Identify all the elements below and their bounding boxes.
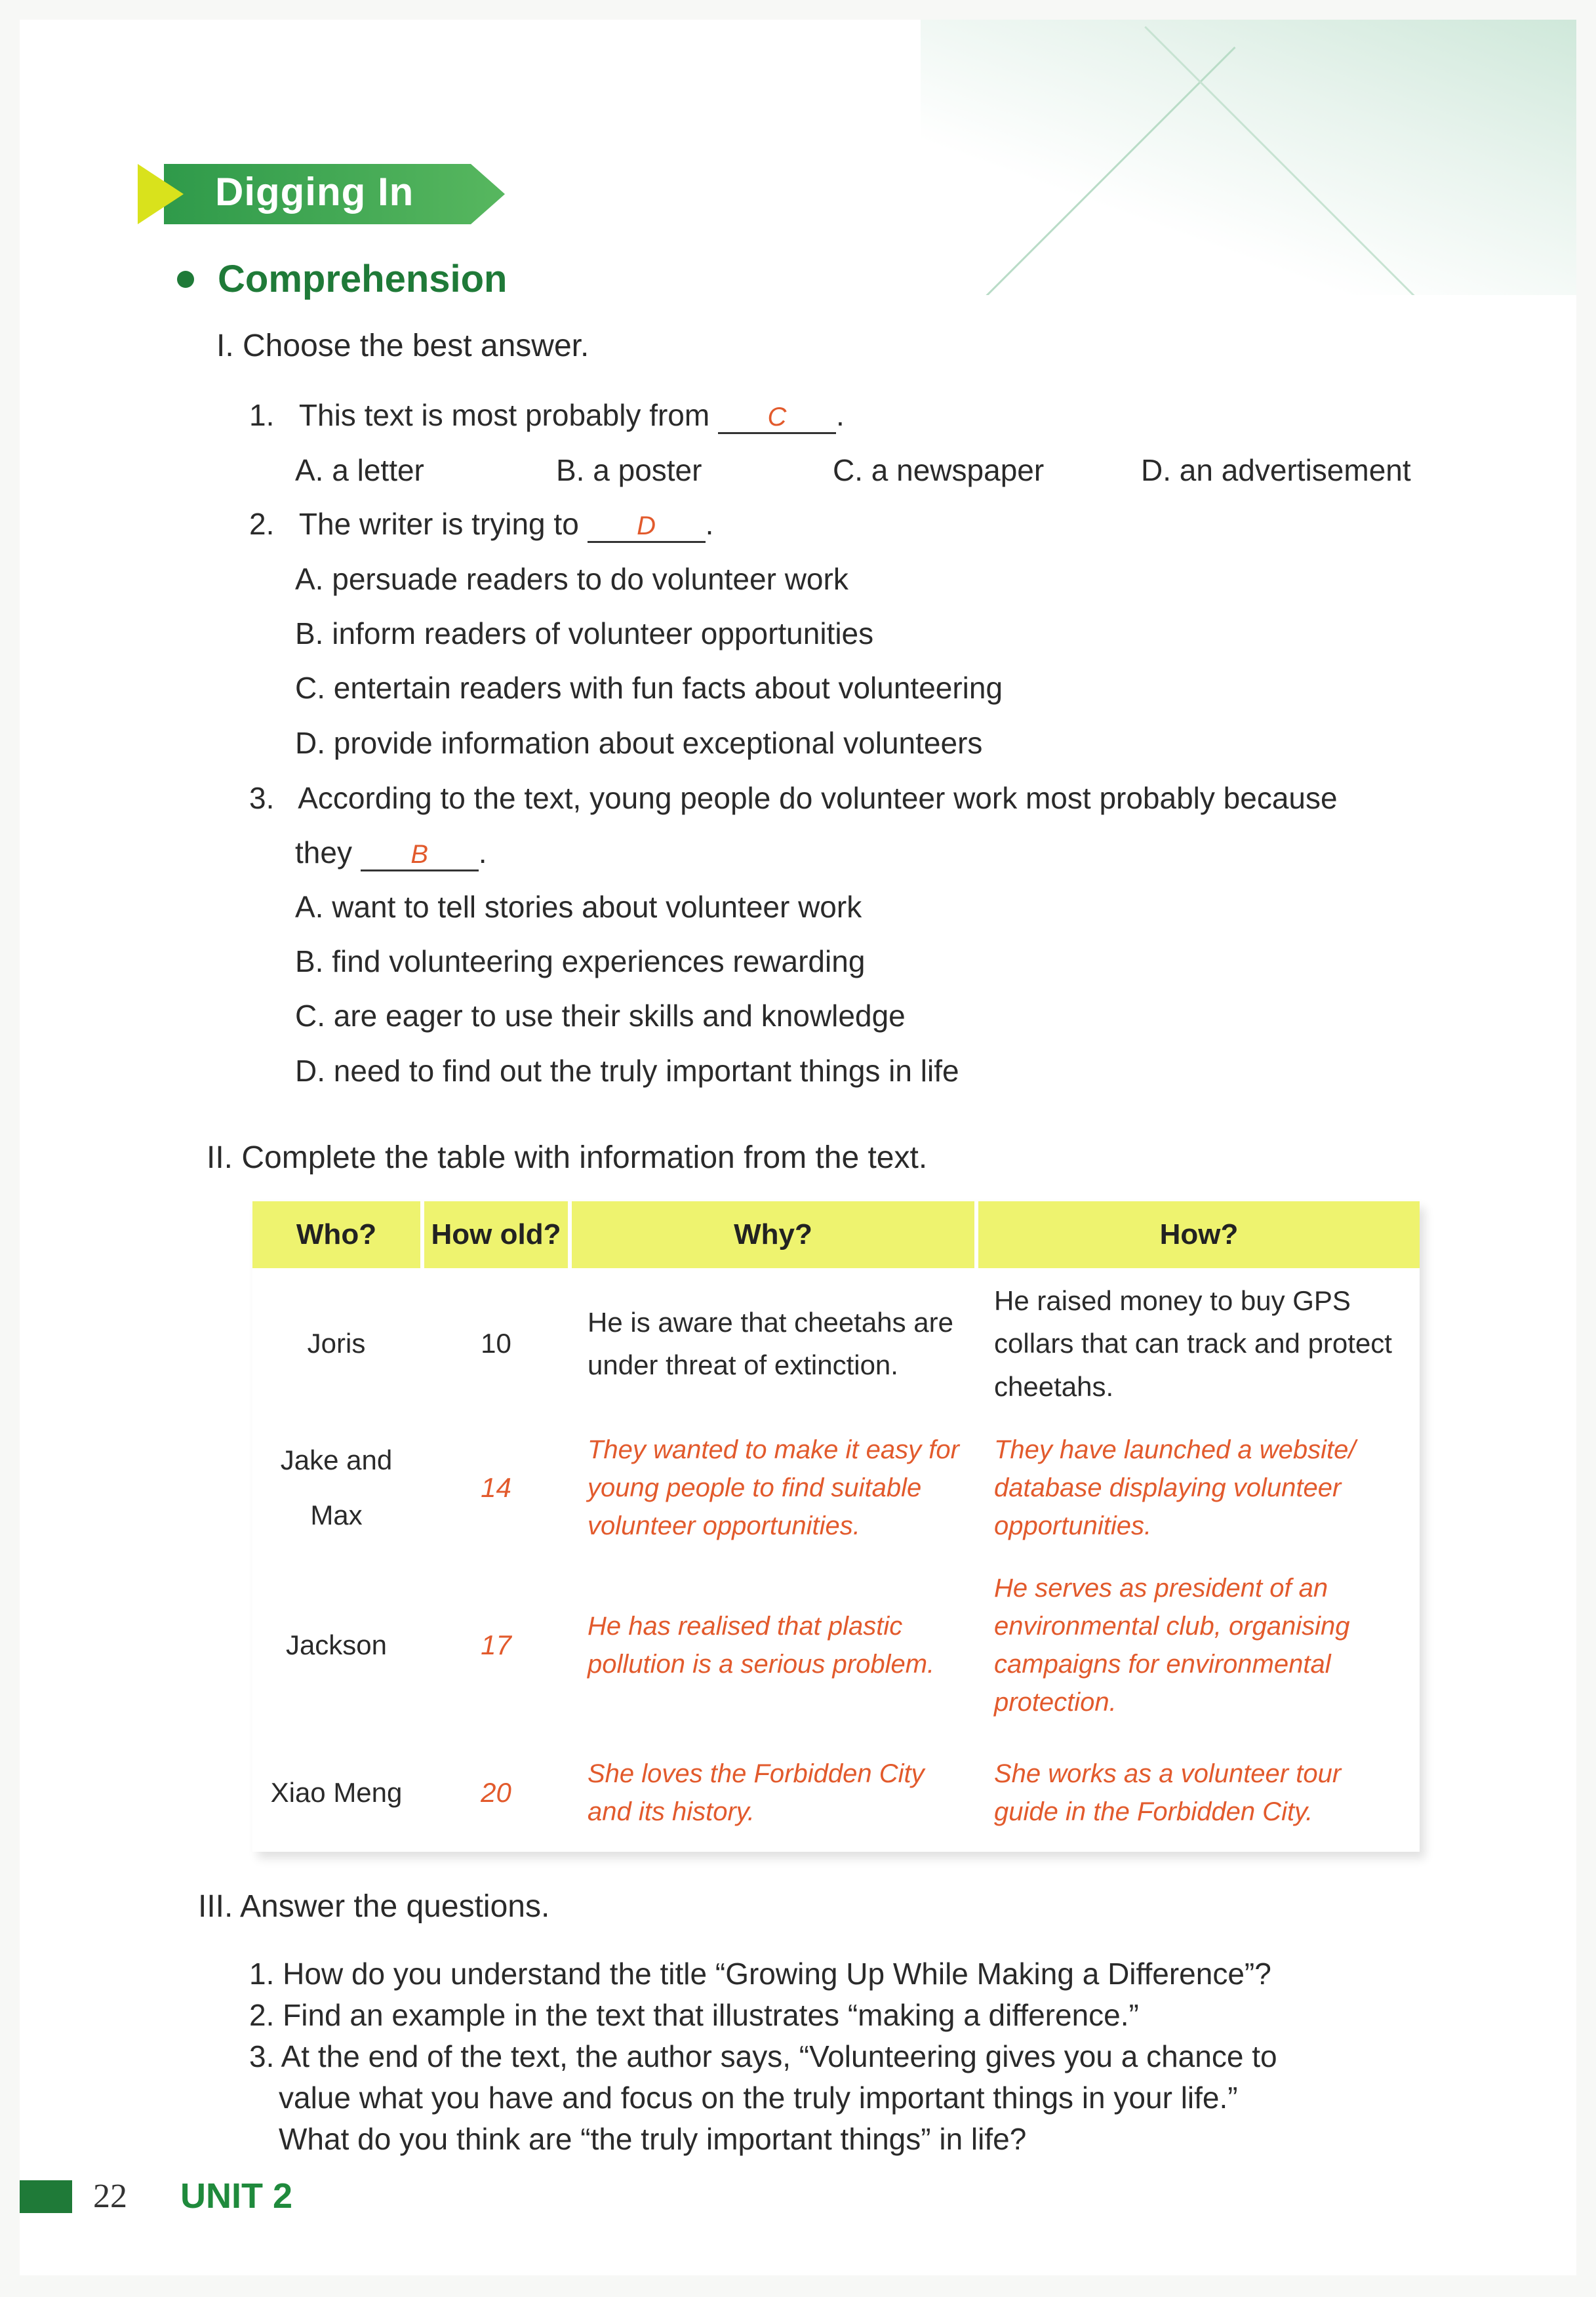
cell-why-answer[interactable]: She loves the Forbidden City and its history. [572, 1734, 978, 1852]
cell-who: Joris [252, 1268, 424, 1419]
cell-why: He is aware that cheetahs are under threat of extinction. [572, 1268, 978, 1419]
part3-question-1: 1. How do you understand the title “Growing Up While Making a Difference”? [249, 1957, 1271, 1991]
cell-who: Xiao Meng [252, 1734, 424, 1852]
q1-option-d: D. an advertisement [1141, 453, 1411, 487]
cell-how-answer[interactable]: She works as a volunteer tour guide in the Forbidden City. [994, 1759, 1342, 1826]
footer-color-block [20, 2180, 72, 2213]
table-row [252, 1734, 1420, 1852]
header-age: How old? [424, 1201, 572, 1268]
header-how: How? [978, 1201, 1420, 1268]
corner-decoration [921, 20, 1576, 295]
q3-option-a: A. want to tell stories about volunteer work [295, 890, 862, 924]
part1-heading: I. Choose the best answer. [216, 329, 589, 363]
cell-age: 10 [424, 1268, 572, 1419]
question-3: 3. According to the text, young people do volunteer work most probably because [249, 781, 1338, 815]
subsection-title: Comprehension [218, 258, 508, 300]
arrow-icon [138, 164, 184, 224]
cell-age-answer[interactable]: 20 [424, 1734, 572, 1852]
table-row [252, 1268, 1420, 1419]
q3-text: According to the text, young people do volunteer work most probably because [298, 781, 1338, 815]
section-title: Digging In [215, 170, 414, 214]
q3-answer[interactable]: B [361, 839, 479, 871]
cell-who: Jackson [252, 1557, 424, 1734]
q2-option-a: A. persuade readers to do volunteer work [295, 562, 848, 596]
info-table [252, 1201, 1420, 1852]
cell-age-answer[interactable]: 17 [424, 1557, 572, 1734]
question-3-cont: they B . [295, 835, 487, 871]
cell-who: Jake and Max [252, 1419, 424, 1557]
part3-question-3-line2: value what you have and focus on the truly important things in your life.” [279, 2081, 1238, 2115]
question-2: 2. The writer is trying to D . [249, 506, 713, 543]
q2-text: The writer is trying to [298, 507, 579, 541]
q2-answer[interactable]: D [588, 511, 706, 543]
part2-heading: II. Complete the table with information from the text. [207, 1140, 928, 1175]
q2-option-c: C. entertain readers with fun facts about volunteering [295, 671, 1003, 705]
table-header-row [252, 1201, 1420, 1268]
header-who: Who? [252, 1201, 424, 1268]
subsection-heading [177, 257, 508, 301]
cell-why-answer[interactable]: He has realised that plastic pollution is a serious problem. [572, 1557, 978, 1734]
cell-how-answer[interactable]: They have launched a website/ database displaying volunteer opportunities. [994, 1435, 1356, 1540]
header-why: Why? [572, 1201, 978, 1268]
part3-question-2: 2. Find an example in the text that illustrates “making a difference.” [249, 1998, 1139, 2032]
part3-question-3: 3. At the end of the text, the author says, “Volunteering gives you a chance to [249, 2039, 1277, 2073]
page-number: 22 [93, 2178, 127, 2215]
cell-age-answer[interactable]: 14 [424, 1419, 572, 1557]
q1-option-b: B. a poster [556, 453, 702, 487]
q3-option-d: D. need to find out the truly important things in life [295, 1054, 959, 1088]
table-row [252, 1557, 1420, 1734]
table-row [252, 1419, 1420, 1557]
section-banner [138, 164, 544, 224]
q1-text: This text is most probably from [298, 398, 710, 432]
q1-answer[interactable]: C [718, 402, 836, 434]
cell-how-answer[interactable]: He serves as president of an environmental club, organising campaigns for environmental protection. [994, 1574, 1350, 1717]
cell-how: He raised money to buy GPS collars that can track and protect cheetahs. [994, 1285, 1392, 1402]
part3-question-3-line3: What do you think are “the truly important things” in life? [279, 2122, 1027, 2156]
q1-number: 1. [249, 398, 275, 432]
q1-option-c: C. a newspaper [833, 453, 1045, 487]
q3-option-b: B. find volunteering experiences rewarding [295, 944, 866, 978]
q2-option-b: B. inform readers of volunteer opportunities [295, 616, 874, 650]
unit-label: UNIT 2 [180, 2176, 293, 2216]
q3-option-c: C. are eager to use their skills and knowledge [295, 999, 906, 1033]
part3-heading: III. Answer the questions. [198, 1889, 550, 1924]
q1-option-a: A. a letter [295, 453, 424, 487]
bullet-icon [177, 271, 194, 288]
cell-why-answer[interactable]: They wanted to make it easy for young people to find suitable volunteer opportunities. [572, 1419, 978, 1557]
q2-option-d: D. provide information about exceptional volunteers [295, 726, 983, 760]
question-1: 1. This text is most probably from C . [249, 397, 845, 434]
